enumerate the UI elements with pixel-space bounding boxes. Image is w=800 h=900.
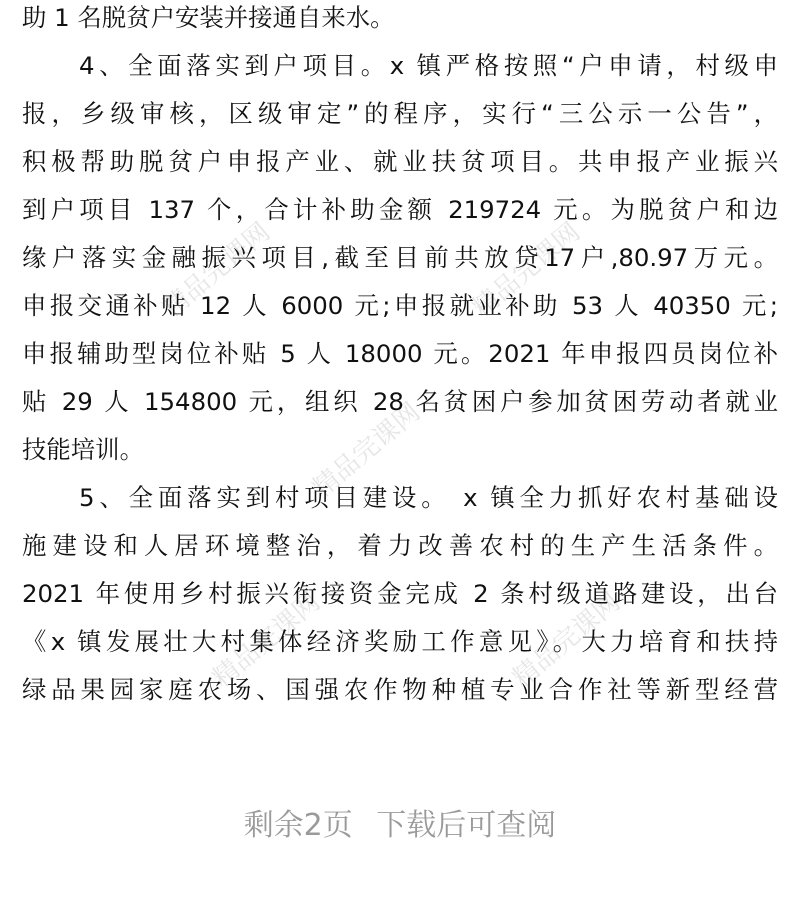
paragraph-line: 贴 29 人 154800 元，组织 28 名贫困户参加贫困劳动者就业: [22, 387, 778, 416]
paragraph-line: 助 1 名脱贫户安装并接通自来水。: [22, 3, 395, 32]
paragraph-line: 技能培训。: [22, 435, 144, 464]
paragraph-line: 《x 镇发展壮大村集体经济奖励工作意见》。大力培育和扶持: [22, 627, 778, 656]
paragraph-line: 缘户落实金融振兴项目,截至目前共放贷17户,80.97万元。: [22, 243, 778, 272]
watermark-text: 精品完课网: [157, 217, 277, 324]
download-prompt[interactable]: 剩余2页 下载后可查阅: [243, 808, 557, 843]
watermark-text: 精品完课网: [307, 397, 427, 504]
paragraph-line: 2021 年使用乡村振兴衔接资金完成 2 条村级道路建设，出台: [22, 579, 778, 608]
document-body: [22, 0, 782, 718]
paragraph-line: 5、全面落实到村项目建设。 x 镇全力抓好农村基础设: [79, 483, 778, 512]
paragraph-line: 施建设和人居环境整治，着力改善农村的生产生活条件。: [22, 531, 778, 560]
paragraph-line: 申报交通补贴 12 人 6000 元;申报就业补助 53 人 40350 元;: [22, 291, 778, 320]
watermark-text: 精品完课网: [207, 587, 327, 694]
paragraph-line: 绿品果园家庭农场、国强农作物种植专业合作社等新型经营: [22, 675, 778, 704]
paragraph-line: 申报辅助型岗位补贴 5 人 18000 元。2021 年申报四员岗位补: [22, 339, 778, 368]
paragraph-line: 4、全面落实到户项目。x 镇严格按照“户申请，村级申: [79, 51, 778, 80]
paragraph-line: 报，乡级审核，区级审定”的程序，实行“三公示一公告”，: [22, 99, 778, 128]
watermark-text: 精品完课网: [507, 587, 627, 694]
watermark-text: 精品完课网: [467, 217, 587, 324]
paragraph-line: 积极帮助脱贫户申报产业、就业扶贫项目。共申报产业振兴: [22, 147, 778, 176]
paragraph-line: 到户项目 137 个，合计补助金额 219724 元。为脱贫户和边: [22, 195, 778, 224]
